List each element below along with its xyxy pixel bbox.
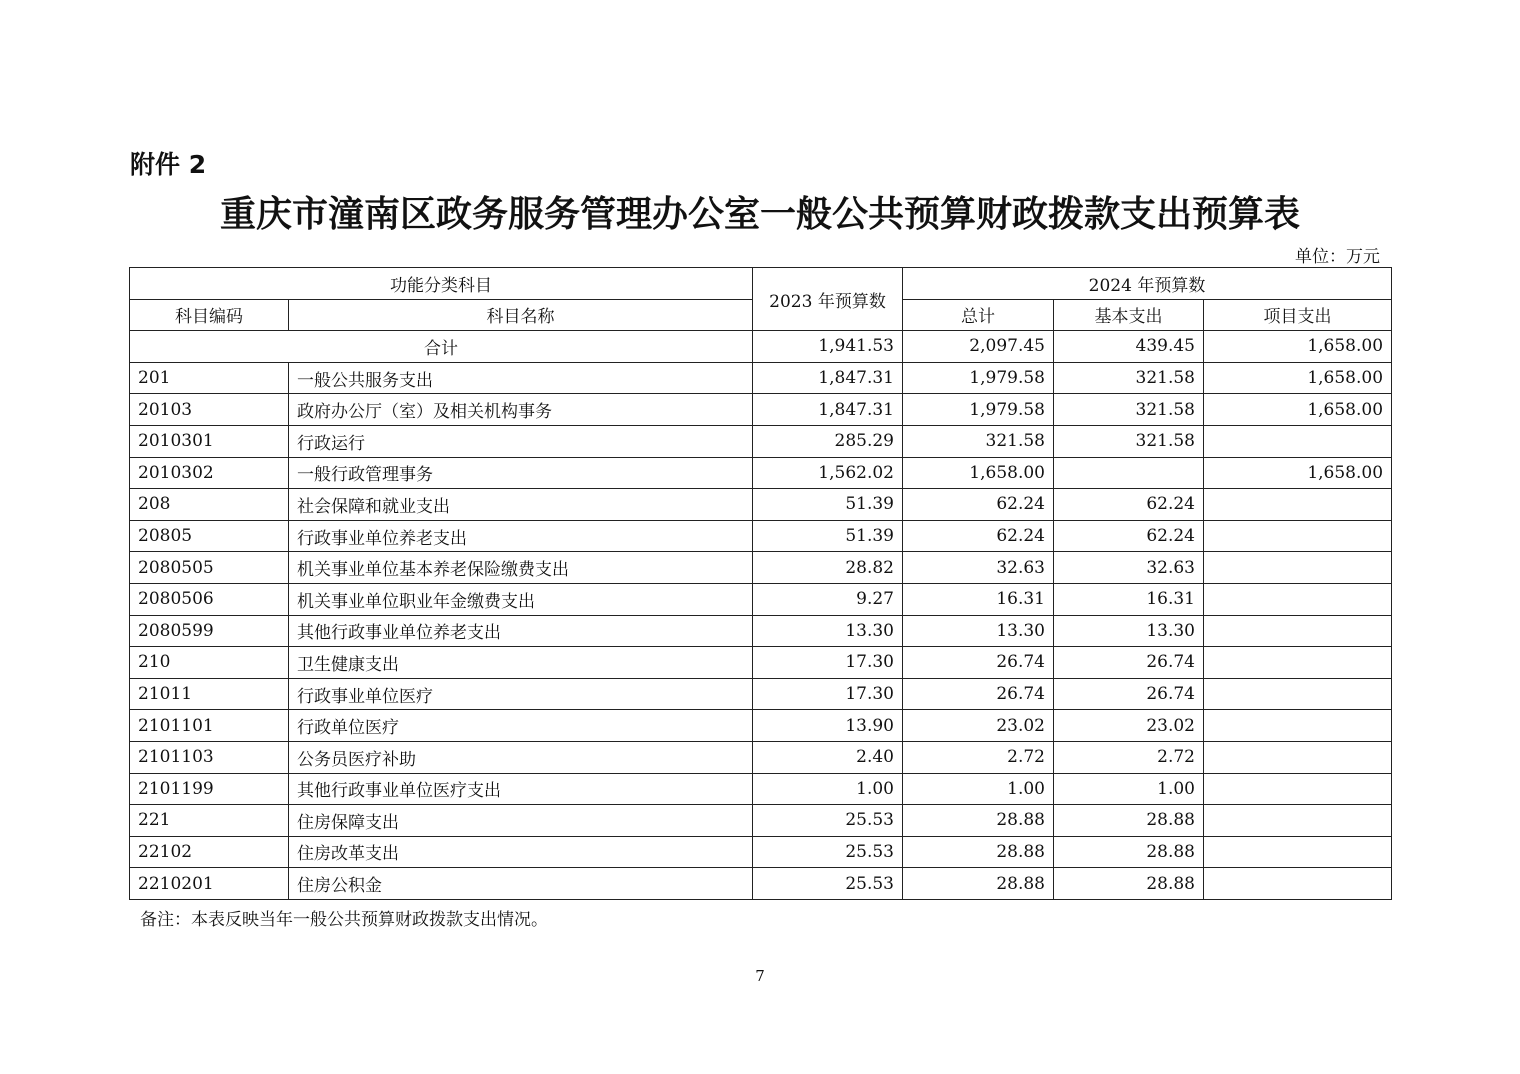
row-name: 住房改革支出: [289, 836, 753, 868]
row-project: [1204, 741, 1392, 773]
row-budget-2023: 25.53: [753, 836, 903, 868]
row-basic: 1.00: [1054, 773, 1204, 805]
row-total: 62.24: [903, 489, 1054, 521]
row-budget-2023: 25.53: [753, 805, 903, 837]
row-name: 一般行政管理事务: [289, 457, 753, 489]
row-project: 1,658.00: [1204, 394, 1392, 426]
footnote: 备注：本表反映当年一般公共预算财政拨款支出情况。: [140, 910, 548, 930]
row-budget-2023: 13.90: [753, 710, 903, 742]
row-basic: 16.31: [1054, 583, 1204, 615]
row-code: 210: [130, 647, 289, 679]
document-title: 重庆市潼南区政务服务管理办公室一般公共预算财政拨款支出预算表: [219, 193, 1300, 235]
row-project: [1204, 805, 1392, 837]
row-basic: 2.72: [1054, 741, 1204, 773]
row-total: 1,979.58: [903, 362, 1054, 394]
row-basic: 321.58: [1054, 394, 1204, 426]
header-row-1: [130, 268, 1392, 300]
row-name: 行政事业单位养老支出: [289, 520, 753, 552]
row-name: 一般公共服务支出: [289, 362, 753, 394]
table-row: [130, 583, 1392, 615]
row-project: [1204, 678, 1392, 710]
row-code: 2080505: [130, 552, 289, 584]
row-code: 21011: [130, 678, 289, 710]
row-budget-2023: 25.53: [753, 868, 903, 900]
row-name: 卫生健康支出: [289, 647, 753, 679]
unit-label: 单位：万元: [1295, 247, 1380, 267]
total-project: 1,658.00: [1204, 331, 1392, 363]
budget-table: [129, 267, 1392, 900]
row-basic: 26.74: [1054, 647, 1204, 679]
row-project: [1204, 520, 1392, 552]
row-code: 221: [130, 805, 289, 837]
row-total: 1,658.00: [903, 457, 1054, 489]
table-row: [130, 394, 1392, 426]
row-total: 32.63: [903, 552, 1054, 584]
row-budget-2023: 28.82: [753, 552, 903, 584]
table-body: [130, 331, 1392, 900]
row-basic: 28.88: [1054, 836, 1204, 868]
table-row: [130, 805, 1392, 837]
table-row: [130, 710, 1392, 742]
row-code: 208: [130, 489, 289, 521]
row-budget-2023: 2.40: [753, 741, 903, 773]
row-code: 2010302: [130, 457, 289, 489]
attachment-label: 附件 2: [130, 150, 207, 179]
total-row: [130, 331, 1392, 363]
row-total: 2.72: [903, 741, 1054, 773]
row-budget-2023: 51.39: [753, 489, 903, 521]
row-basic: 62.24: [1054, 520, 1204, 552]
row-total: 1,979.58: [903, 394, 1054, 426]
row-code: 2101103: [130, 741, 289, 773]
row-basic: 321.58: [1054, 425, 1204, 457]
row-code: 2101199: [130, 773, 289, 805]
row-total: 1.00: [903, 773, 1054, 805]
header-budget-2024: 2024 年预算数: [903, 268, 1392, 300]
header-basic: 基本支出: [1054, 299, 1204, 331]
row-code: 201: [130, 362, 289, 394]
row-name: 公务员医疗补助: [289, 741, 753, 773]
row-name: 机关事业单位基本养老保险缴费支出: [289, 552, 753, 584]
row-project: [1204, 489, 1392, 521]
row-total: 28.88: [903, 805, 1054, 837]
row-total: 16.31: [903, 583, 1054, 615]
row-project: [1204, 710, 1392, 742]
table-row: [130, 425, 1392, 457]
table-row: [130, 520, 1392, 552]
table-row: [130, 489, 1392, 521]
row-name: 住房公积金: [289, 868, 753, 900]
row-project: [1204, 552, 1392, 584]
row-project: [1204, 583, 1392, 615]
header-budget-2023: 2023 年预算数: [753, 268, 903, 331]
table-row: [130, 362, 1392, 394]
row-project: [1204, 773, 1392, 805]
row-basic: [1054, 457, 1204, 489]
row-budget-2023: 1.00: [753, 773, 903, 805]
row-total: 321.58: [903, 425, 1054, 457]
row-budget-2023: 17.30: [753, 647, 903, 679]
row-total: 26.74: [903, 678, 1054, 710]
row-basic: 62.24: [1054, 489, 1204, 521]
row-name: 政府办公厅（室）及相关机构事务: [289, 394, 753, 426]
row-basic: 23.02: [1054, 710, 1204, 742]
row-budget-2023: 285.29: [753, 425, 903, 457]
row-project: [1204, 836, 1392, 868]
row-name: 行政单位医疗: [289, 710, 753, 742]
header-project: 项目支出: [1204, 299, 1392, 331]
total-basic: 439.45: [1054, 331, 1204, 363]
row-budget-2023: 51.39: [753, 520, 903, 552]
row-name: 社会保障和就业支出: [289, 489, 753, 521]
header-total: 总计: [903, 299, 1054, 331]
row-code: 20103: [130, 394, 289, 426]
row-budget-2023: 9.27: [753, 583, 903, 615]
row-budget-2023: 17.30: [753, 678, 903, 710]
row-name: 住房保障支出: [289, 805, 753, 837]
header-code: 科目编码: [130, 299, 289, 331]
table-row: [130, 836, 1392, 868]
table-row: [130, 552, 1392, 584]
row-project: [1204, 868, 1392, 900]
row-basic: 13.30: [1054, 615, 1204, 647]
row-name: 行政事业单位医疗: [289, 678, 753, 710]
row-basic: 32.63: [1054, 552, 1204, 584]
total-budget-2023: 1,941.53: [753, 331, 903, 363]
row-code: 2101101: [130, 710, 289, 742]
row-total: 26.74: [903, 647, 1054, 679]
row-code: 2080599: [130, 615, 289, 647]
row-project: [1204, 425, 1392, 457]
row-basic: 321.58: [1054, 362, 1204, 394]
row-project: [1204, 647, 1392, 679]
row-name: 机关事业单位职业年金缴费支出: [289, 583, 753, 615]
row-project: [1204, 615, 1392, 647]
row-total: 62.24: [903, 520, 1054, 552]
row-budget-2023: 1,847.31: [753, 394, 903, 426]
table-row: [130, 647, 1392, 679]
table-row: [130, 457, 1392, 489]
row-name: 其他行政事业单位养老支出: [289, 615, 753, 647]
total-total: 2,097.45: [903, 331, 1054, 363]
row-basic: 28.88: [1054, 868, 1204, 900]
row-basic: 28.88: [1054, 805, 1204, 837]
header-name: 科目名称: [289, 299, 753, 331]
header-function-category: 功能分类科目: [130, 268, 753, 300]
row-code: 2010301: [130, 425, 289, 457]
table-row: [130, 678, 1392, 710]
row-name: 其他行政事业单位医疗支出: [289, 773, 753, 805]
page-number: 7: [755, 967, 765, 985]
row-basic: 26.74: [1054, 678, 1204, 710]
row-total: 28.88: [903, 868, 1054, 900]
row-project: 1,658.00: [1204, 362, 1392, 394]
row-name: 行政运行: [289, 425, 753, 457]
table-row: [130, 741, 1392, 773]
row-code: 22102: [130, 836, 289, 868]
row-budget-2023: 13.30: [753, 615, 903, 647]
row-total: 23.02: [903, 710, 1054, 742]
table-row: [130, 868, 1392, 900]
row-total: 28.88: [903, 836, 1054, 868]
row-project: 1,658.00: [1204, 457, 1392, 489]
row-code: 20805: [130, 520, 289, 552]
row-code: 2210201: [130, 868, 289, 900]
row-budget-2023: 1,847.31: [753, 362, 903, 394]
row-budget-2023: 1,562.02: [753, 457, 903, 489]
table-row: [130, 615, 1392, 647]
total-label: 合计: [130, 331, 753, 363]
row-code: 2080506: [130, 583, 289, 615]
row-total: 13.30: [903, 615, 1054, 647]
table-row: [130, 773, 1392, 805]
